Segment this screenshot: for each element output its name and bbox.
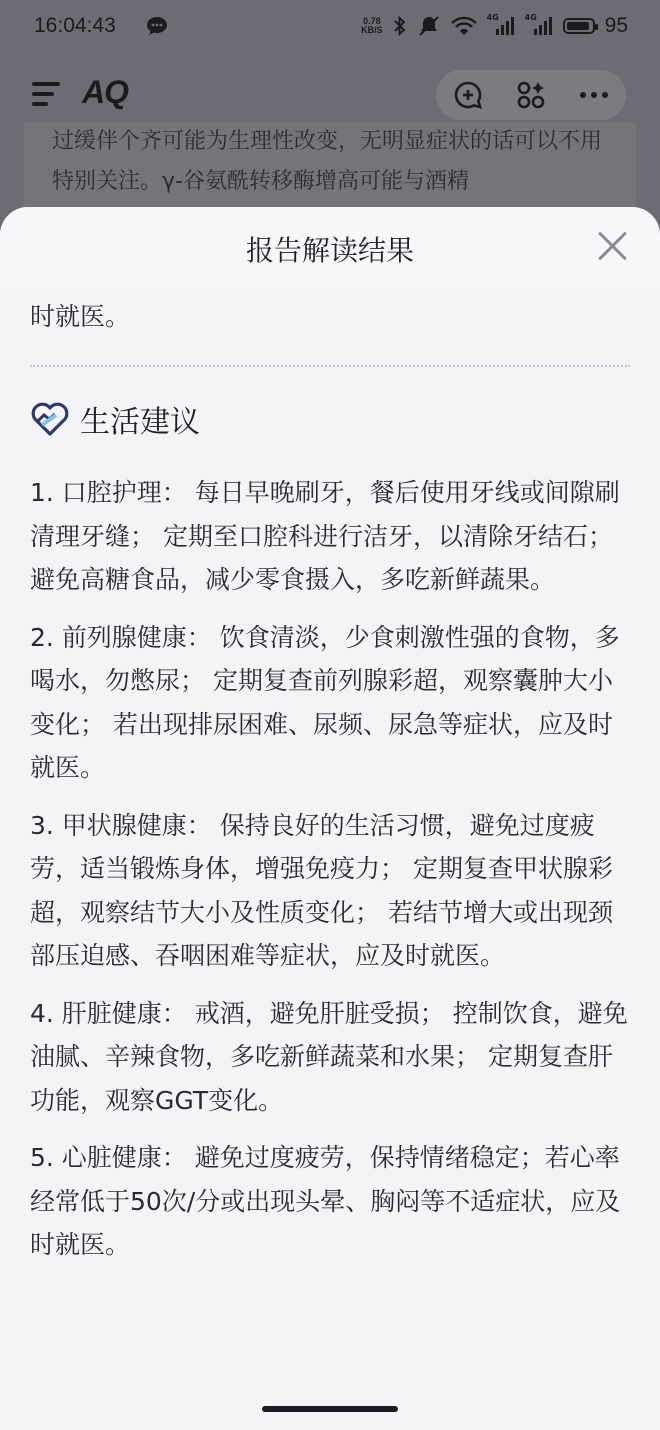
close-icon[interactable]: [596, 229, 630, 263]
sheet-content[interactable]: [0, 295, 660, 1267]
apps-button[interactable]: [513, 77, 549, 113]
sheet-header: [0, 207, 660, 287]
status-bar: [0, 0, 660, 56]
section-header: [30, 397, 630, 441]
network-speed-unit: KB/S: [361, 25, 383, 35]
new-chat-icon: [453, 80, 483, 110]
more-button[interactable]: [576, 77, 612, 113]
status-icons: [361, 14, 628, 38]
bluetooth-icon: [393, 16, 407, 36]
advice-item-thyroid: 3. 甲状腺健康： 保持良好的生活习惯，避免过度疲劳，适当锻炼身体，增强免疫力； 定期复查甲状腺彩超，观察结节大小及性质变化； 若结节增大或出现颈部压迫感、吞咽困难等症状，应及时就医。: [30, 810, 613, 970]
network-speed: [361, 17, 383, 35]
signal-icon-1: [487, 15, 515, 37]
background-report-text: 过缓伴个齐可能为生理性改变，无明显症状的话可以不用特别关注。γ-谷氨酰转移酶增高可能与酒精: [24, 122, 636, 212]
heart-hand-icon: [30, 401, 70, 437]
signal-label-2: 4G: [524, 13, 537, 22]
previous-section-tail: 时就医。: [30, 302, 131, 331]
header-actions: [436, 70, 626, 120]
section-divider: [30, 365, 630, 367]
signal-icon-2: [525, 15, 553, 37]
advice-item-liver: 4. 肝脏健康： 戒酒，避免肝脏受损； 控制饮食，避免油腻、辛辣食物，多吃新鲜蔬菜和水果； 定期复查肝功能，观察GGT变化。: [30, 998, 628, 1115]
apps-icon: [516, 80, 546, 110]
advice-item-oral: 1. 口腔护理： 每日早晚刷牙，餐后使用牙线或间隙刷清理牙缝； 定期至口腔科进行洁牙，以清除牙结石； 避免高糖食品，减少零食摄入，多吃新鲜蔬果。: [30, 478, 620, 594]
signal-label-1: 4G: [486, 13, 499, 22]
report-result-sheet: [0, 207, 660, 1430]
advice-list: [30, 471, 630, 1267]
wifi-icon: [451, 16, 477, 36]
mute-icon: [417, 15, 441, 37]
menu-icon[interactable]: [32, 82, 60, 106]
chat-bubble-icon: [146, 16, 168, 36]
status-time: 16:04:43: [34, 14, 116, 37]
new-chat-button[interactable]: [450, 77, 486, 113]
app-header: [0, 62, 660, 122]
advice-item-prostate: 2. 前列腺健康： 饮食清淡，少食刺激性强的食物，多喝水，勿憋尿； 定期复查前列腺彩超，观察囊肿大小变化； 若出现排尿困难、尿频、尿急等症状，应及时就医。: [30, 622, 620, 782]
network-speed-value: 0.78: [363, 16, 381, 26]
battery-icon: [563, 18, 595, 34]
battery-level: 95: [604, 14, 628, 37]
advice-item-heart: 5. 心脏健康： 避免过度疲劳，保持情绪稳定；若心率经常低于50次/分或出现头晕、胸闷等不适症状，应及时就医。: [30, 1143, 621, 1259]
more-icon: [579, 90, 609, 100]
sheet-title: 报告解读结果: [245, 234, 414, 267]
home-indicator[interactable]: [262, 1406, 398, 1412]
section-title: 生活建议: [80, 405, 200, 440]
app-logo: AQ: [82, 74, 128, 110]
